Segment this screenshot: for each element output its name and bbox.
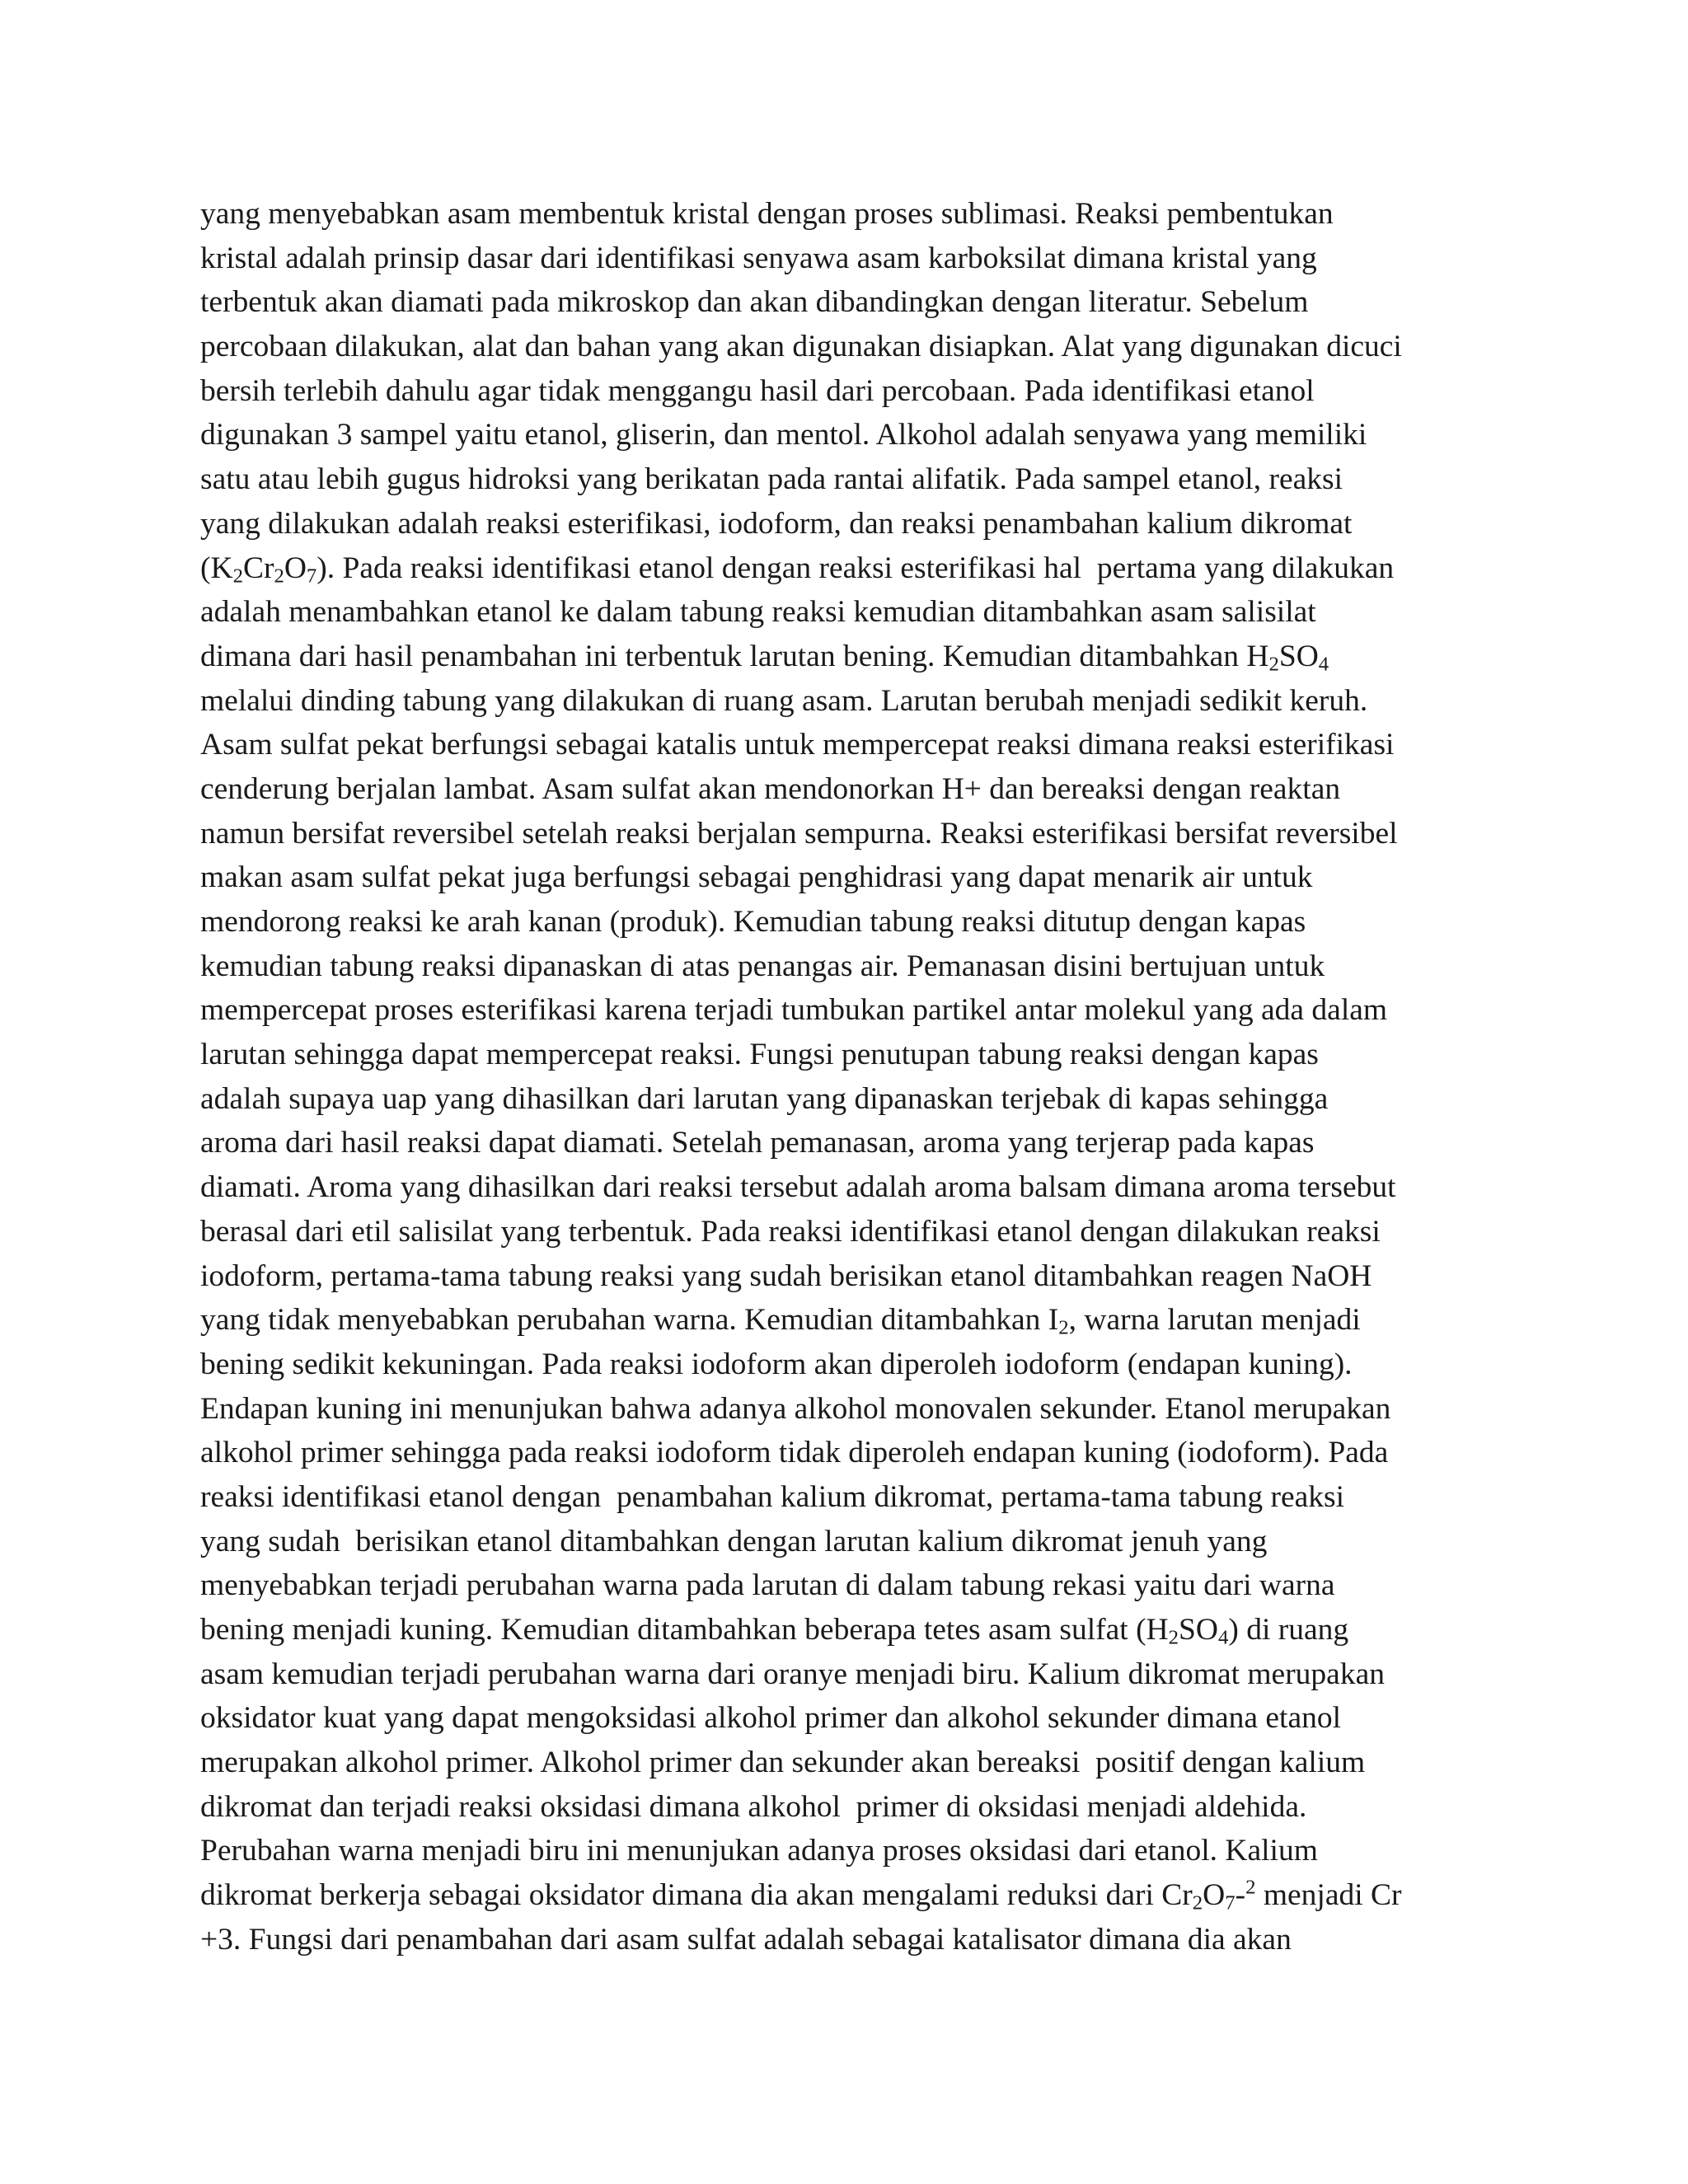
text-run: Perubahan warna menjadi biru ini menunjukan adanya proses oksidasi dari etanol. Kalium bbox=[200, 1834, 1318, 1868]
text-run: diamati. Aroma yang dihasilkan dari reaksi tersebut adalah aroma balsam dimana aroma tersebut bbox=[200, 1170, 1396, 1205]
text-line bbox=[200, 237, 1503, 281]
text-run: adalah menambahkan etanol ke dalam tabung reaksi kemudian ditambahkan asam salisilat bbox=[200, 595, 1316, 630]
text-run: percobaan dilakukan, alat dan bahan yang akan digunakan disiapkan. Alat yang digunakan dicuci bbox=[200, 330, 1402, 364]
text-run: mempercepat proses esterifikasi karena terjadi tumbukan partikel antar molekul yang ada dalam bbox=[200, 993, 1388, 1028]
text-line bbox=[200, 369, 1503, 414]
text-run: menyebabkan terjadi perubahan warna pada larutan di dalam tabung rekasi yaitu dari warna bbox=[200, 1568, 1335, 1603]
subscript: 2 bbox=[274, 564, 284, 587]
text-line bbox=[200, 280, 1503, 325]
text-run: adalah supaya uap yang dihasilkan dari larutan yang dipanaskan terjebak di kapas sehingga bbox=[200, 1081, 1329, 1116]
text-line bbox=[200, 1918, 1503, 1962]
text-run: (K bbox=[200, 551, 233, 585]
text-run: iodoform, pertama-tama tabung reaksi yang sudah berisikan etanol ditambahkan reagen NaOH bbox=[200, 1258, 1372, 1293]
subscript: 7 bbox=[1225, 1891, 1236, 1915]
text-line bbox=[200, 1475, 1503, 1520]
text-run: reaksi identifikasi etanol dengan penambahan kalium dikromat, pertama-tama tabung reaksi bbox=[200, 1479, 1345, 1514]
text-run: , warna larutan menjadi bbox=[1068, 1303, 1361, 1338]
text-line bbox=[200, 1873, 1503, 1918]
subscript: 2 bbox=[1058, 1316, 1069, 1339]
subscript: 4 bbox=[1318, 653, 1329, 676]
text-run: SO bbox=[1278, 639, 1319, 673]
text-run: bening menjadi kuning. Kemudian ditambahkan beberapa tetes asam sulfat (H bbox=[200, 1613, 1169, 1647]
text-run: larutan sehingga dapat mempercepat reaksi. Fungsi penutupan tabung reaksi dengan kapas bbox=[200, 1038, 1319, 1072]
text-run: O bbox=[284, 551, 307, 585]
subscript: 2 bbox=[232, 564, 243, 587]
text-line bbox=[200, 988, 1503, 1033]
text-line bbox=[200, 1254, 1503, 1299]
text-run: merupakan alkohol primer. Alkohol primer dan sekunder akan bereaksi positif dengan kalium bbox=[200, 1746, 1366, 1780]
text-run: berasal dari etil salisilat yang terbentuk. Pada reaksi identifikasi etanol dengan dilakukan reaksi bbox=[200, 1214, 1381, 1249]
text-line bbox=[200, 1741, 1503, 1785]
text-line bbox=[200, 1165, 1503, 1210]
body-text bbox=[200, 192, 1503, 1962]
text-run: dikromat dan terjadi reaksi oksidasi dimana alkohol primer di oksidasi menjadi aldehida. bbox=[200, 1789, 1307, 1824]
text-run: terbentuk akan diamati pada mikroskop dan akan dibandingkan dengan literatur. Sebelum bbox=[200, 285, 1309, 320]
text-run: aroma dari hasil reaksi dapat diamati. Setelah pemanasan, aroma yang terjerap pada kapas bbox=[200, 1126, 1315, 1160]
text-run: satu atau lebih gugus hidroksi yang berikatan pada rantai alifatik. Pada sampel etanol, reaksi bbox=[200, 462, 1343, 497]
text-line bbox=[200, 1652, 1503, 1697]
text-run: asam kemudian terjadi perubahan warna dari oranye menjadi biru. Kalium dikromat merupakan bbox=[200, 1657, 1385, 1691]
text-run: SO bbox=[1179, 1613, 1218, 1647]
text-run: yang tidak menyebabkan perubahan warna. Kemudian ditambahkan I bbox=[200, 1303, 1059, 1338]
text-line bbox=[200, 325, 1503, 369]
text-run: bersih terlebih dahulu agar tidak menggangu hasil dari percobaan. Pada identifikasi etanol bbox=[200, 373, 1315, 408]
text-run: dimana dari hasil penambahan ini terbentuk larutan bening. Kemudian ditambahkan H bbox=[200, 639, 1269, 673]
text-run: O bbox=[1203, 1878, 1226, 1913]
text-line bbox=[200, 1785, 1503, 1830]
text-run: - bbox=[1235, 1878, 1246, 1913]
text-run: makan asam sulfat pekat juga berfungsi sebagai penghidrasi yang dapat menarik air untuk bbox=[200, 860, 1313, 895]
text-run: kristal adalah prinsip dasar dari identifikasi senyawa asam karboksilat dimana kristal yang bbox=[200, 241, 1317, 275]
text-line bbox=[200, 812, 1503, 856]
text-run: yang sudah berisikan etanol ditambahkan dengan larutan kalium dikromat jenuh yang bbox=[200, 1524, 1268, 1558]
text-run: alkohol primer sehingga pada reaksi iodoform tidak diperoleh endapan kuning (iodoform). Pada bbox=[200, 1436, 1389, 1470]
text-run: +3. Fungsi dari penambahan dari asam sulfat adalah sebagai katalisator dimana dia akan bbox=[200, 1922, 1292, 1957]
subscript: 2 bbox=[1268, 653, 1279, 676]
text-line bbox=[200, 1033, 1503, 1077]
text-line bbox=[200, 1563, 1503, 1608]
text-line bbox=[200, 723, 1503, 767]
text-line bbox=[200, 1829, 1503, 1873]
text-run: namun bersifat reversibel setelah reaksi berjalan sempurna. Reaksi esterifikasi bersifat reversibel bbox=[200, 816, 1398, 851]
subscript: 2 bbox=[1192, 1891, 1203, 1915]
superscript: 2 bbox=[1245, 1876, 1256, 1899]
text-run: bening sedikit kekuningan. Pada reaksi iodoform akan diperoleh iodoform (endapan kuning). bbox=[200, 1347, 1353, 1381]
text-line bbox=[200, 502, 1503, 546]
text-line bbox=[200, 900, 1503, 944]
text-run: melalui dinding tabung yang dilakukan di ruang asam. Larutan berubah menjadi sedikit keruh. bbox=[200, 683, 1368, 718]
text-line bbox=[200, 1431, 1503, 1475]
text-run: Asam sulfat pekat berfungsi sebagai katalis untuk mempercepat reaksi dimana reaksi esterifikasi bbox=[200, 728, 1395, 762]
text-line bbox=[200, 546, 1503, 591]
text-line bbox=[200, 1077, 1503, 1122]
text-line bbox=[200, 679, 1503, 724]
text-run: Cr bbox=[242, 551, 274, 585]
text-line bbox=[200, 1387, 1503, 1432]
text-line bbox=[200, 1520, 1503, 1564]
text-run: Endapan kuning ini menunjukan bahwa adanya alkohol monovalen sekunder. Etanol merupakan bbox=[200, 1391, 1391, 1426]
text-run: ). Pada reaksi identifikasi etanol dengan reaksi esterifikasi hal pertama yang dilakukan bbox=[316, 551, 1395, 585]
subscript: 2 bbox=[1168, 1626, 1179, 1649]
text-line bbox=[200, 767, 1503, 812]
text-run: cenderung berjalan lambat. Asam sulfat akan mendonorkan H+ dan bereaksi dengan reaktan bbox=[200, 771, 1341, 806]
text-line bbox=[200, 457, 1503, 502]
text-line bbox=[200, 855, 1503, 900]
text-line bbox=[200, 1121, 1503, 1165]
text-run: kemudian tabung reaksi dipanaskan di atas penangas air. Pemanasan disini bertujuan untuk bbox=[200, 949, 1325, 983]
text-line bbox=[200, 192, 1503, 237]
text-line bbox=[200, 1608, 1503, 1652]
text-run: mendorong reaksi ke arah kanan (produk). Kemudian tabung reaksi ditutup dengan kapas bbox=[200, 905, 1306, 939]
text-line bbox=[200, 1298, 1503, 1343]
subscript: 7 bbox=[306, 564, 317, 587]
text-run: dikromat berkerja sebagai oksidator dimana dia akan mengalami reduksi dari Cr bbox=[200, 1878, 1193, 1913]
text-line bbox=[200, 413, 1503, 457]
text-run: yang menyebabkan asam membentuk kristal dengan proses sublimasi. Reaksi pembentukan bbox=[200, 197, 1334, 231]
text-run: menjadi Cr bbox=[1255, 1878, 1402, 1913]
subscript: 4 bbox=[1217, 1626, 1229, 1649]
text-run: oksidator kuat yang dapat mengoksidasi alkohol primer dan alkohol sekunder dimana etanol bbox=[200, 1701, 1342, 1736]
text-line bbox=[200, 590, 1503, 635]
text-line bbox=[200, 635, 1503, 679]
text-run: yang dilakukan adalah reaksi esterifikasi, iodoform, dan reaksi penambahan kalium dikromat bbox=[200, 506, 1353, 541]
text-run: digunakan 3 sampel yaitu etanol, gliserin, dan mentol. Alkohol adalah senyawa yang memiliki bbox=[200, 418, 1367, 452]
text-line bbox=[200, 1343, 1503, 1387]
text-line bbox=[200, 1210, 1503, 1254]
text-line bbox=[200, 944, 1503, 989]
text-run: ) di ruang bbox=[1228, 1613, 1349, 1647]
text-line bbox=[200, 1696, 1503, 1741]
